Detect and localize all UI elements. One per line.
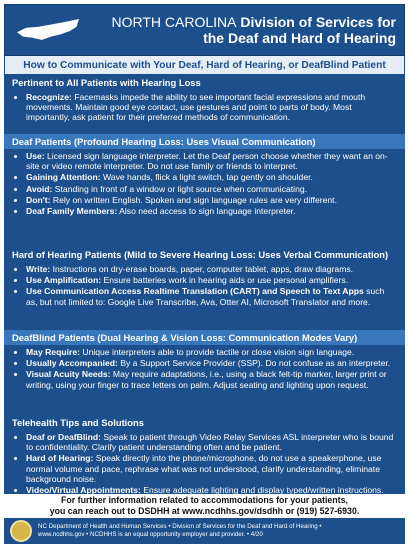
contact-line-2: you can reach out to DSDHH at www.ncdhhs.gov/dsdhh or (919) 527-6930. bbox=[49, 506, 360, 516]
list-item: • May Require: Unique interpreters able to provide tactile or close vision sign language. bbox=[26, 347, 397, 357]
nc-map-icon bbox=[17, 19, 79, 41]
list-item: • Hard of Hearing: Speak directly into the phone/microphone, do not use a speakerphone, use normal volume and pace, rephrase what was not understood, clarify understanding, eliminate background noise. bbox=[26, 453, 397, 484]
list-item: • Use Amplification: Ensure batteries work in hearing aids or use personal amplifiers. bbox=[26, 275, 397, 285]
section-deaf-patients bbox=[4, 134, 405, 246]
list-item: • Use: Licensed sign language interpreter. Let the Deaf person choose whether they want an on-site or video remote interpreter. Do not use family or friends to interpret. bbox=[26, 151, 397, 171]
list-item: • Visual Acuity Needs: May require adaptations, i.e., using a black felt-tip marker, larger print or writing, using your finger to trace letters on palm. Adjust seating and lighting upon request. bbox=[26, 369, 397, 389]
section-heading: Deaf Patients (Profound Hearing Loss: Uses Visual Communication) bbox=[4, 134, 405, 149]
list-item: • Deaf Family Members: Also need access to sign language interpreter. bbox=[26, 206, 397, 216]
section-telehealth bbox=[4, 414, 405, 494]
section-heading: Telehealth Tips and Solutions bbox=[4, 414, 405, 430]
section-heading: Pertinent to All Patients with Hearing Loss bbox=[4, 74, 405, 90]
list-item: • Write: Instructions on dry-erase boards, paper, computer tablet, apps, draw diagrams. bbox=[26, 264, 397, 274]
contact-note bbox=[4, 494, 405, 518]
section-heading: DeafBlind Patients (Dual Hearing & Vision Loss: Communication Modes Vary) bbox=[4, 330, 405, 345]
footer-bar bbox=[4, 518, 405, 544]
nc-state-logo bbox=[5, 5, 91, 55]
footer-line-2: www.ncdhhs.gov • NCDHHS is an equal opportunity employer and provider. • 4/20 bbox=[38, 531, 263, 538]
footer-line-1: NC Department of Health and Human Services • Division of Services for the Deaf and Hard of Hearing • bbox=[38, 523, 322, 530]
list-item: • Recognize: Facemasks impede the ability to see important facial expressions and mouth movements. Maintain good eye contact, use gestures and point to parts of body. Most importantly, ask patient for their preferred methods of communication. bbox=[26, 92, 397, 123]
title-division-2: the Deaf and Hard of Hearing bbox=[203, 30, 396, 46]
list-item: • Usually Accompanied: By a Support Service Provider (SSP). Do not confuse as an interpreter. bbox=[26, 358, 397, 368]
list-item: • Gaining Attention: Wave hands, flick a light switch, tap gently on shoulder. bbox=[26, 172, 397, 182]
section-heading: Hard of Hearing Patients (Mild to Severe Hearing Loss: Uses Verbal Communication) bbox=[4, 246, 405, 262]
list-item: • Avoid: Standing in front of a window or light source when communicating. bbox=[26, 184, 397, 194]
list-item: • Don't: Rely on written English. Spoken and sign language rules are very different. bbox=[26, 195, 397, 205]
section-all-patients bbox=[4, 74, 405, 134]
section-deafblind bbox=[4, 330, 405, 414]
dhhs-seal-icon bbox=[10, 520, 32, 542]
page-title bbox=[91, 14, 404, 46]
list-item: • Deaf or DeafBlind: Speak to patient through Video Relay Services ASL interpreter who is bound to confidentiality. Clarify patient understanding often and be patient. bbox=[26, 432, 397, 452]
header bbox=[4, 4, 405, 56]
list-item: • Video/Virtual Appointments: Ensure adequate lighting and display typed/written instructions. bbox=[26, 485, 397, 495]
list-item: • Use Communication Access Realtime Translation (CART) and Speech to Text Apps such as, but not limited to: Google Live Transcribe, Ava, Otter AI, Microsoft Translator and more. bbox=[26, 286, 397, 306]
title-state: NORTH CAROLINA bbox=[111, 14, 237, 30]
subtitle: How to Communicate with Your Deaf, Hard of Hearing, or DeafBlind Patient bbox=[4, 56, 405, 74]
section-hard-of-hearing bbox=[4, 246, 405, 330]
title-division: Division of Services for bbox=[240, 14, 396, 30]
contact-line-1: For further information related to accommodations for your patients, bbox=[61, 495, 348, 505]
